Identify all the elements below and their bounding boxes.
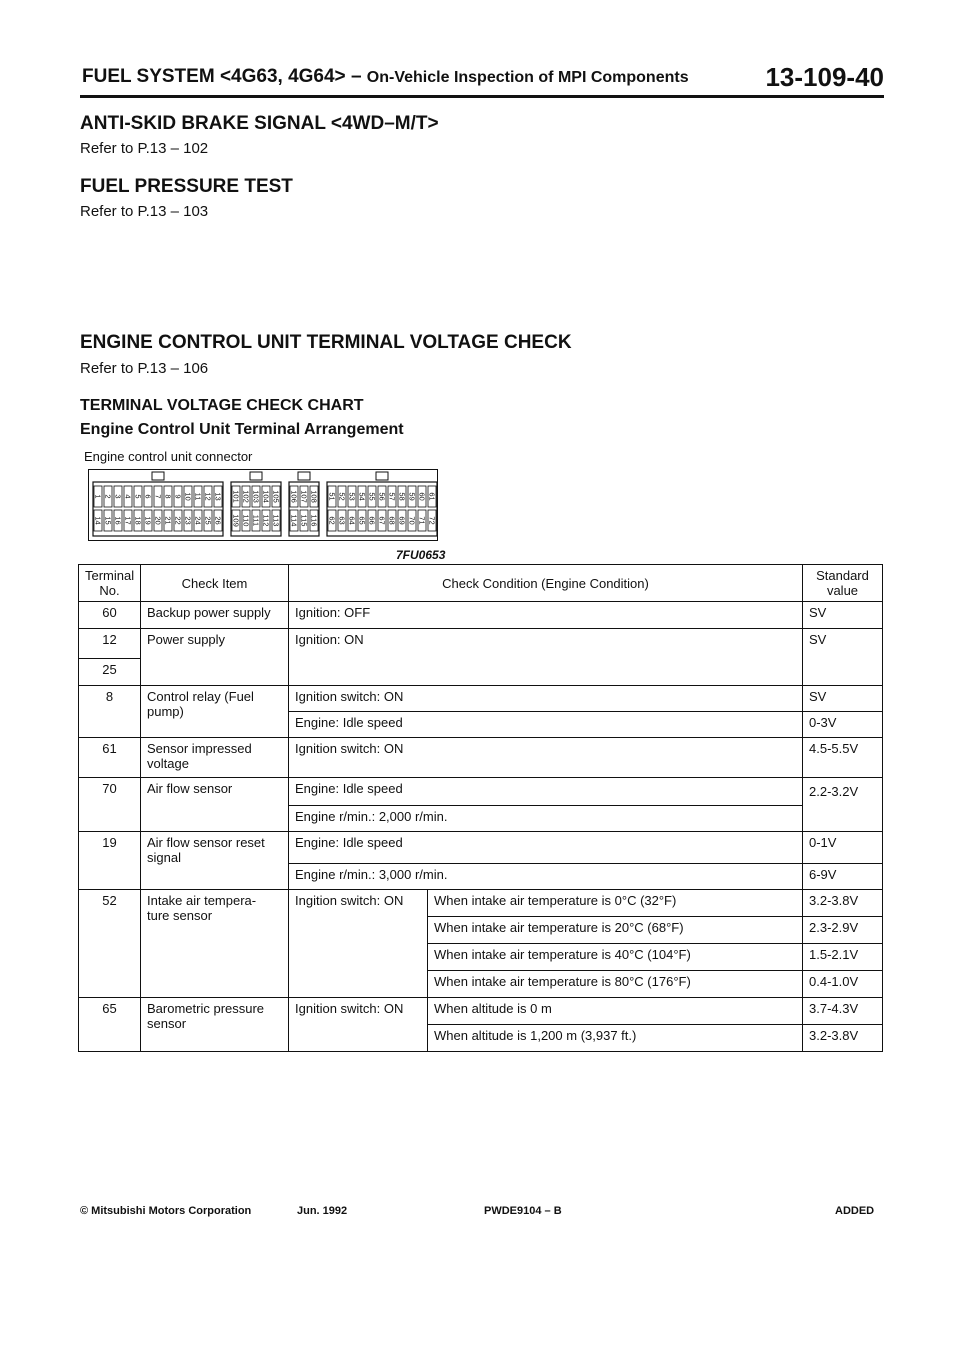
connector-pin-number: 10 [183, 492, 193, 501]
connector-pin-number: 57 [387, 492, 397, 501]
table-row [79, 998, 883, 1025]
table-row [79, 890, 883, 917]
footer-status: ADDED [835, 1205, 875, 1217]
abs-signal-reference: Refer to P.13 – 102 [80, 140, 209, 157]
connector-pin-number: 14 [93, 516, 103, 525]
header-standard-value: Standard value [803, 565, 883, 602]
condition-cell: Ignition: ON [289, 629, 803, 686]
connector-pin-number: 21 [163, 516, 173, 525]
standard-cell: SV [803, 602, 883, 629]
connector-pin-number: 3 [113, 494, 123, 499]
connector-pin-number: 19 [143, 516, 153, 525]
connector-pin-number: 69 [397, 516, 407, 525]
connector-pin-number: 105 [271, 490, 281, 503]
footer-code: PWDE9104 – B [484, 1205, 562, 1217]
condition-cell: Ignition switch: ON [289, 738, 803, 778]
connector-pin-number: 11 [193, 492, 203, 501]
connector-pin-number: 104 [261, 490, 271, 503]
condition-cell: Engine r/min.: 2,000 r/min. [289, 806, 803, 832]
connector-pin-number: 25 [203, 516, 213, 525]
connector-pin-number: 68 [387, 516, 397, 525]
page-header [82, 62, 884, 92]
connector-pin-number: 22 [173, 516, 183, 525]
connector-pin-number: 26 [213, 516, 223, 525]
connector-pin-number: 70 [407, 516, 417, 525]
standard-cell: 3.7-4.3V [803, 998, 883, 1025]
fuel-pressure-heading: FUEL PRESSURE TEST [80, 176, 293, 197]
connector-pin-number: 53 [347, 492, 357, 501]
standard-cell: 0-3V [803, 712, 883, 738]
standard-cell: 2.3-2.9V [803, 917, 883, 944]
connector-pin-number: 116 [309, 514, 319, 527]
item-cell: Air flow sensor reset signal [141, 832, 289, 890]
connector-pin-number: 4 [123, 494, 133, 499]
connector-pin-number: 56 [377, 492, 387, 501]
connector-latch [250, 472, 262, 480]
connector-pin-number: 102 [241, 490, 251, 503]
condition-cell: Engine: Idle speed [289, 832, 803, 864]
standard-cell: 0.4-1.0V [803, 971, 883, 998]
connector-pin-number: 108 [309, 490, 319, 503]
connector-pin-number: 71 [417, 516, 427, 525]
terminal-cell: 65 [79, 998, 141, 1052]
connector-pin-number: 58 [397, 492, 407, 501]
condition-cell: When intake air temperature is 80°C (176°F) [428, 971, 803, 998]
condition-cell: Ignition switch: ON [289, 686, 803, 712]
header-check-item: Check Item [141, 565, 289, 602]
connector-pin-number: 52 [337, 492, 347, 501]
connector-pin-number: 109 [231, 514, 241, 527]
connector-caption: Engine control unit connector [84, 449, 253, 464]
header-title: FUEL SYSTEM <4G63, 4G64> [82, 66, 346, 87]
connector-pin-number: 2 [103, 494, 113, 499]
connector-pin-number: 115 [299, 514, 309, 527]
connector-pin-number: 6 [143, 494, 153, 499]
chart-heading: TERMINAL VOLTAGE CHECK CHART [80, 397, 364, 414]
connector-pin-number: 5 [133, 494, 143, 499]
connector-pin-block [327, 482, 437, 536]
condition-cell: When intake air temperature is 40°C (104°F) [428, 944, 803, 971]
terminal-cell: 25 [79, 659, 141, 686]
connector-latch [376, 472, 388, 480]
item-cell: Barometric pressure sensor [141, 998, 289, 1052]
connector-pin-number: 62 [327, 516, 337, 525]
fuel-pressure-reference: Refer to P.13 – 103 [80, 203, 209, 220]
connector-pin-number: 12 [203, 492, 213, 501]
ecu-connector-diagram [88, 469, 438, 541]
item-cell: Backup power supply [141, 602, 289, 629]
connector-pin-number: 13 [213, 492, 223, 501]
table-row [79, 778, 883, 806]
connector-pin-number: 51 [327, 492, 337, 501]
connector-pin-number: 107 [299, 490, 309, 503]
item-cell: Intake air tempera- ture sensor [141, 890, 289, 998]
table-row [79, 686, 883, 712]
condition-cell: Engine: Idle speed [289, 778, 803, 806]
header-check-condition: Check Condition (Engine Condition) [289, 565, 803, 602]
table-row [79, 629, 883, 659]
switch-condition-cell: Ingition switch: ON [289, 890, 428, 998]
connector-pin-number: 66 [367, 516, 377, 525]
standard-cell: 6-9V [803, 864, 883, 890]
connector-pin-number: 61 [427, 492, 437, 501]
connector-pin-number: 17 [123, 516, 133, 525]
connector-pin-number: 23 [183, 516, 193, 525]
table-row [79, 738, 883, 778]
terminal-cell: 12 [79, 629, 141, 659]
connector-pin-number: 64 [347, 516, 357, 525]
condition-cell: Engine: Idle speed [289, 712, 803, 738]
footer-copyright: © Mitsubishi Motors Corporation [80, 1205, 252, 1217]
connector-pin-number: 15 [103, 516, 113, 525]
table-row [79, 832, 883, 864]
connector-pin-number: 54 [357, 492, 367, 501]
connector-pin-number: 8 [163, 494, 173, 499]
condition-cell: Engine r/min.: 3,000 r/min. [289, 864, 803, 890]
header-dash: – [350, 66, 362, 87]
connector-pin-number: 7 [153, 494, 163, 499]
header-terminal: Terminal No. [79, 565, 141, 602]
connector-pin-number: 103 [251, 490, 261, 503]
connector-pin-number: 110 [241, 514, 251, 527]
table-header-row [79, 565, 883, 602]
connector-pin-number: 106 [289, 490, 299, 503]
terminal-cell: 8 [79, 686, 141, 738]
connector-pin-number: 65 [357, 516, 367, 525]
connector-latch [298, 472, 310, 480]
terminal-cell: 19 [79, 832, 141, 890]
table-row [79, 602, 883, 629]
figure-id: 7FU0653 [396, 548, 446, 562]
standard-cell: 0-1V [803, 832, 883, 864]
connector-pin-number: 67 [377, 516, 387, 525]
connector-pins [89, 470, 437, 540]
abs-signal-heading: ANTI-SKID BRAKE SIGNAL <4WD–M/T> [80, 113, 439, 134]
connector-pin-number: 9 [173, 494, 183, 499]
connector-pin-number: 16 [113, 516, 123, 525]
ecu-voltage-reference: Refer to P.13 – 106 [80, 360, 209, 377]
standard-cell: SV [803, 686, 883, 712]
terminal-cell: 60 [79, 602, 141, 629]
terminal-cell: 61 [79, 738, 141, 778]
connector-pin-number: 55 [367, 492, 377, 501]
item-cell: Air flow sensor [141, 778, 289, 832]
connector-pin-block [93, 482, 223, 536]
standard-cell: 3.2-3.8V [803, 890, 883, 917]
connector-pin-number: 101 [231, 490, 241, 503]
condition-cell: When intake air temperature is 0°C (32°F) [428, 890, 803, 917]
connector-pin-number: 114 [289, 514, 299, 527]
terminal-voltage-table [78, 564, 883, 1052]
ecu-voltage-heading: ENGINE CONTROL UNIT TERMINAL VOLTAGE CHECK [80, 332, 572, 353]
terminal-cell: 52 [79, 890, 141, 998]
connector-pin-number: 112 [261, 514, 271, 527]
switch-condition-cell: Ignition switch: ON [289, 998, 428, 1052]
standard-cell: 1.5-2.1V [803, 944, 883, 971]
standard-cell: 4.5-5.5V [803, 738, 883, 778]
connector-pin-number: 20 [153, 516, 163, 525]
connector-pin-number: 18 [133, 516, 143, 525]
standard-cell: 2.2-3.2V [803, 778, 883, 832]
connector-pin-number: 63 [337, 516, 347, 525]
connector-pin-number: 59 [407, 492, 417, 501]
header-subtitle: On-Vehicle Inspection of MPI Components [366, 69, 689, 86]
connector-pin-number: 113 [271, 514, 281, 527]
connector-pin-number: 72 [427, 516, 437, 525]
item-cell: Power supply [141, 629, 289, 686]
condition-cell: Ignition: OFF [289, 602, 803, 629]
page-number: 13-109-40 [765, 62, 884, 92]
connector-pin-number: 111 [251, 514, 261, 527]
header-title-line [82, 66, 689, 88]
connector-latch [152, 472, 164, 480]
standard-cell: SV [803, 629, 883, 686]
condition-cell: When intake air temperature is 20°C (68°F) [428, 917, 803, 944]
connector-pin-number: 1 [93, 494, 103, 499]
standard-cell: 3.2-3.8V [803, 1025, 883, 1052]
condition-cell: When altitude is 1,200 m (3,937 ft.) [428, 1025, 803, 1052]
connector-pin-number: 24 [193, 516, 203, 525]
terminal-cell: 70 [79, 778, 141, 832]
item-cell: Control relay (Fuel pump) [141, 686, 289, 738]
condition-cell: When altitude is 0 m [428, 998, 803, 1025]
connector-pin-number: 60 [417, 492, 427, 501]
footer-date: Jun. 1992 [297, 1205, 348, 1217]
header-rule [80, 95, 884, 98]
item-cell: Sensor impressed voltage [141, 738, 289, 778]
arrangement-heading: Engine Control Unit Terminal Arrangement [80, 421, 404, 438]
